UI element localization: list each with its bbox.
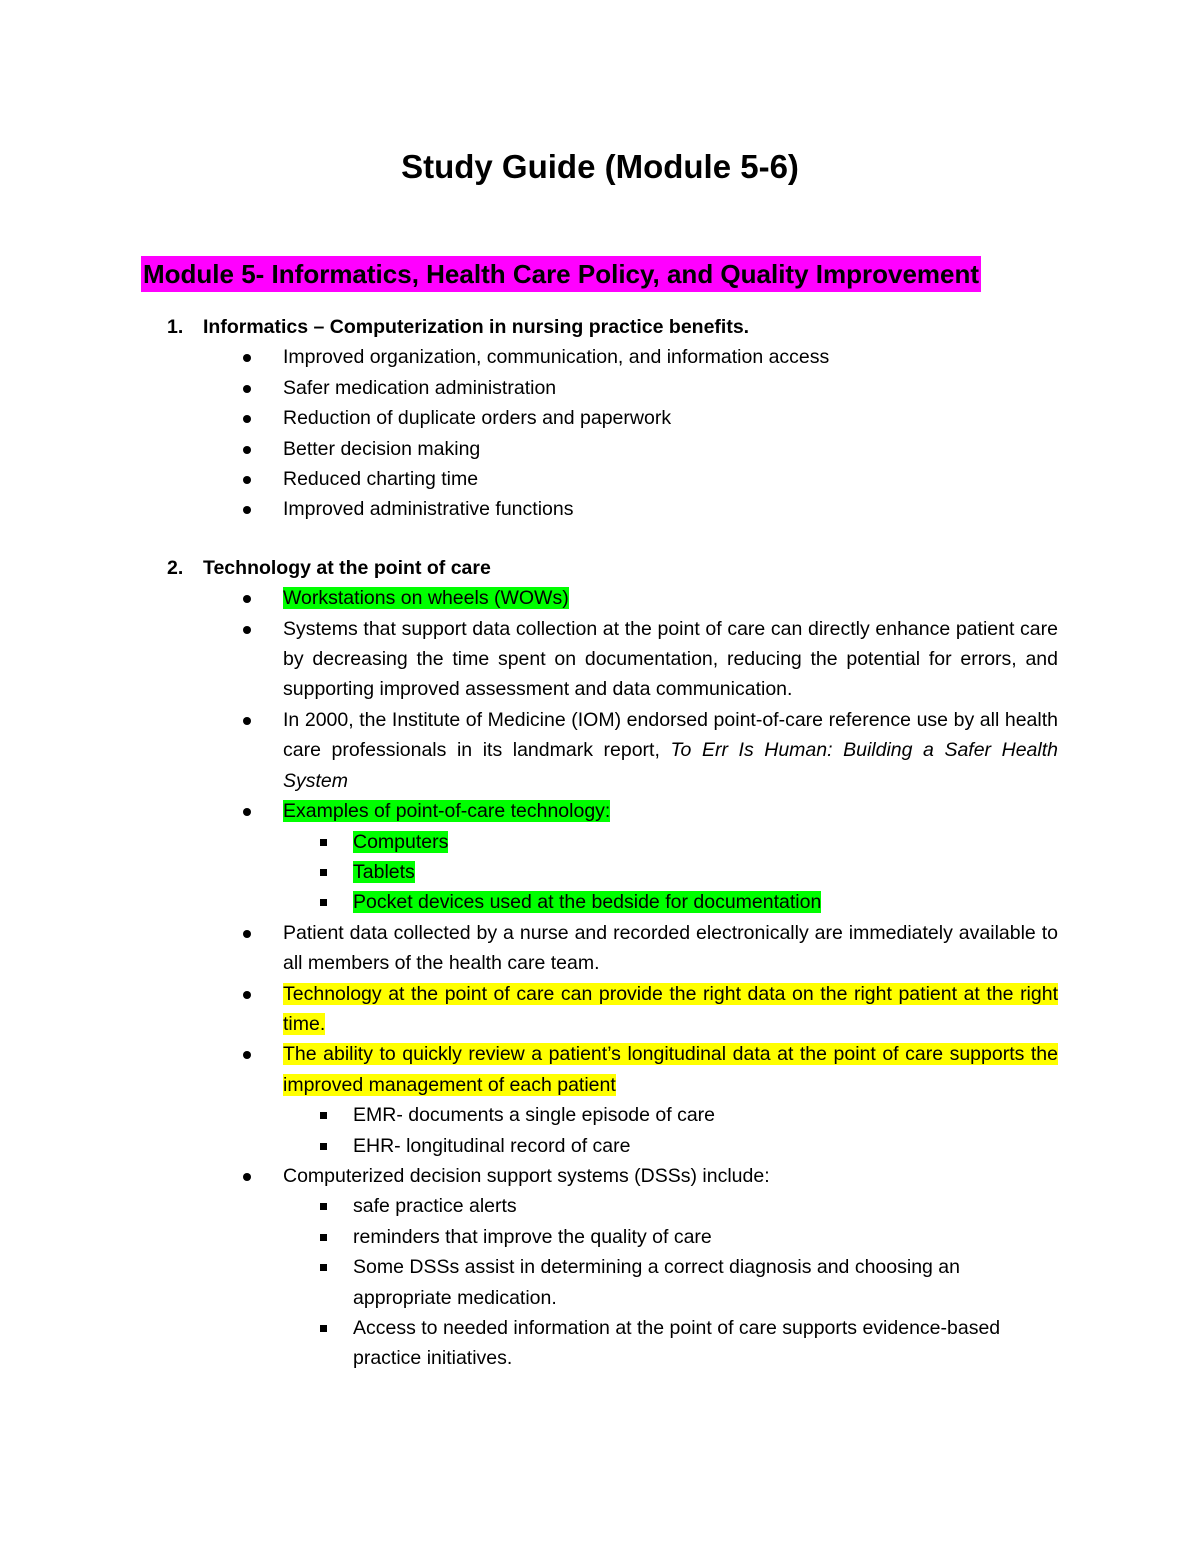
- sub-list-item: Tablets: [353, 857, 1058, 887]
- square-bullet-icon: [320, 839, 327, 846]
- square-bullet-icon: [320, 1264, 327, 1271]
- bullet-icon: [243, 991, 251, 999]
- list-item: [283, 796, 1058, 918]
- bullet-icon: [243, 595, 251, 603]
- square-bullet-icon: [320, 1325, 327, 1332]
- bullet-icon: [243, 1173, 251, 1181]
- highlighted-text: The ability to quickly review a patient’s longitudinal data at the point of care supports the improved management of each patient: [283, 1043, 1058, 1096]
- highlighted-text: Examples of point-of-care technology:: [283, 800, 611, 823]
- square-bullet-icon: [320, 1143, 327, 1150]
- list-item: Reduction of duplicate orders and paperwork: [283, 403, 1058, 433]
- list-item: [283, 1039, 1058, 1161]
- square-bullet-icon: [320, 1203, 327, 1210]
- sub-list-item: Some DSSs assist in determining a correct diagnosis and choosing an appropriate medication.: [353, 1252, 1058, 1313]
- bullet-list: [203, 583, 1058, 1374]
- square-bullet-icon: [320, 1234, 327, 1241]
- bullet-icon: [243, 930, 251, 938]
- bullet-icon: [243, 476, 251, 484]
- sub-bullet-list: [283, 1100, 1058, 1161]
- page-title: Study Guide (Module 5-6): [401, 148, 799, 185]
- bullet-list: [203, 342, 1058, 524]
- list-item: In 2000, the Institute of Medicine (IOM) endorsed point-of-care reference use by all health care professionals in its landmark report, To Err Is Human: Building a Safer Health System: [283, 705, 1058, 796]
- list-item: Better decision making: [283, 434, 1058, 464]
- bullet-icon: [243, 506, 251, 514]
- list-item: Safer medication administration: [283, 373, 1058, 403]
- highlighted-text: Workstations on wheels (WOWs): [283, 587, 569, 610]
- module-heading: Module 5- Informatics, Health Care Policy, and Quality Improvement: [141, 256, 981, 292]
- bullet-icon: [243, 415, 251, 423]
- square-bullet-icon: [320, 899, 327, 906]
- bullet-icon: [243, 1051, 251, 1059]
- bullet-icon: [243, 354, 251, 362]
- section-technology-point-of-care: [0, 553, 1058, 1374]
- bullet-icon: [243, 446, 251, 454]
- sub-list-item: EMR- documents a single episode of care: [353, 1100, 1058, 1130]
- sub-list-item: EHR- longitudinal record of care: [353, 1131, 1058, 1161]
- sub-bullet-list: [283, 1191, 1058, 1373]
- square-bullet-icon: [320, 1112, 327, 1119]
- sub-list-item: Computers: [353, 827, 1058, 857]
- list-item: [283, 583, 1058, 613]
- list-item: Patient data collected by a nurse and recorded electronically are immediately available to all members of the health care team.: [283, 918, 1058, 979]
- list-item: Systems that support data collection at the point of care can directly enhance patient care by decreasing the time spent on documentation, reducing the potential for errors, and supporting improved assessment and data communication.: [283, 614, 1058, 705]
- list-item: Improved administrative functions: [283, 494, 1058, 524]
- list-item: Improved organization, communication, and information access: [283, 342, 1058, 372]
- bullet-icon: [243, 626, 251, 634]
- sub-list-item: Access to needed information at the point of care supports evidence-based practice initiatives.: [353, 1313, 1058, 1374]
- section-informatics: [0, 312, 1058, 525]
- sub-list-item: reminders that improve the quality of care: [353, 1222, 1058, 1252]
- square-bullet-icon: [320, 869, 327, 876]
- sub-list-item: Pocket devices used at the bedside for documentation: [353, 887, 1058, 917]
- list-item: Computerized decision support systems (DSSs) include: safe practice alerts reminders that improve the quality of care Some DSSs assist in determining a correct diagnosis and choosing an appropriate medication. Access to needed information at the point of care supports evidence-based practice initiatives.: [283, 1161, 1058, 1374]
- list-item: [283, 979, 1058, 1040]
- bullet-icon: [243, 385, 251, 393]
- bullet-icon: [243, 717, 251, 725]
- bullet-icon: [243, 808, 251, 816]
- sub-bullet-list: [283, 827, 1058, 918]
- highlighted-text: Technology at the point of care can provide the right data on the right patient at the right time.: [283, 982, 1058, 1035]
- section-title: Technology at the point of care: [203, 556, 491, 579]
- list-item: Reduced charting time: [283, 464, 1058, 494]
- section-title: Informatics – Computerization in nursing practice benefits.: [203, 316, 750, 338]
- document-body: [0, 312, 1200, 1374]
- report-title: To Err Is Human: Building a Safer Health System: [283, 739, 1058, 792]
- section-number: 2.: [167, 556, 184, 579]
- section-number: 1.: [167, 316, 184, 338]
- sub-list-item: safe practice alerts: [353, 1191, 1058, 1221]
